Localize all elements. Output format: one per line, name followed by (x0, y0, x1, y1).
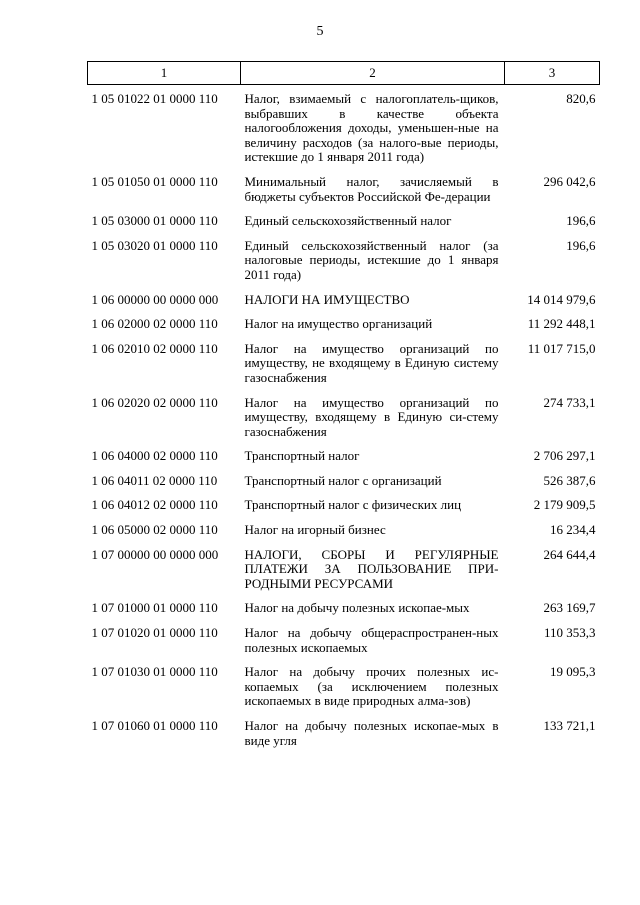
table-row (88, 719, 600, 758)
amount-cell: 133 721,1 (543, 718, 596, 733)
table-row (88, 523, 600, 548)
column-header-value: 3 (505, 62, 600, 85)
table-row (88, 498, 600, 523)
budget-code-cell: 1 07 00000 00 0000 000 (91, 546, 219, 562)
amount-cell: 11 017 715,0 (527, 340, 596, 356)
item-name-cell: Налог на добычу общераспространен-ных полезных ископаемых (244, 625, 499, 655)
amount-cell: 16 234,4 (550, 522, 596, 538)
item-name-cell: Налог на добычу полезных ископае-мых в виде угля (244, 718, 499, 748)
table-row (88, 449, 600, 474)
amount-cell: 19 095,3 (550, 664, 596, 680)
budget-code-cell: 1 07 01060 01 0000 110 (91, 718, 218, 733)
item-name-cell: Транспортный налог с физических лиц (244, 497, 462, 513)
budget-code-cell: 1 05 03020 01 0000 110 (91, 237, 218, 253)
amount-cell: 264 644,4 (543, 546, 596, 562)
table-row (88, 665, 600, 719)
revenue-table (87, 61, 600, 758)
table-row (88, 214, 600, 239)
item-name-cell: Единый сельскохозяйственный налог (за налоговые периоды, истекшие до 1 января 2011 года) (244, 237, 499, 282)
budget-code-cell: 1 06 04000 02 0000 110 (91, 448, 218, 464)
budget-code-cell: 1 06 02000 02 0000 110 (91, 316, 218, 332)
budget-code-cell: 1 06 04012 02 0000 110 (91, 497, 218, 513)
amount-cell: 526 387,6 (543, 472, 596, 488)
budget-code-cell: 1 06 02020 02 0000 110 (91, 394, 218, 410)
item-name-cell: Налог на добычу полезных ископае-мых (244, 600, 470, 616)
budget-code-cell: 1 07 01030 01 0000 110 (91, 664, 218, 680)
budget-code-cell: 1 07 01020 01 0000 110 (91, 625, 218, 641)
table-row (88, 396, 600, 450)
amount-cell: 14 014 979,6 (527, 291, 596, 307)
table-row (88, 626, 600, 665)
column-header-code: 1 (88, 62, 241, 85)
amount-cell: 2 706 297,1 (533, 448, 596, 464)
amount-cell: 196,6 (566, 237, 596, 253)
item-name-cell: Налог на добычу прочих полезных ис-копаемых (за исключением полезных ископаемых в виде природных алма-зов) (244, 664, 499, 709)
budget-code-cell: 1 05 01050 01 0000 110 (91, 173, 218, 189)
budget-code-cell: 1 05 03000 01 0000 110 (91, 213, 218, 229)
item-name-cell: НАЛОГИ, СБОРЫ И РЕГУЛЯРНЫЕ ПЛАТЕЖИ ЗА ПОЛЬЗОВАНИЕ ПРИ-РОДНЫМИ РЕСУРСАМИ (244, 546, 499, 591)
table-row (88, 175, 600, 214)
amount-cell: 274 733,1 (543, 394, 596, 410)
table-row (88, 548, 600, 602)
table-header (88, 62, 600, 93)
table-row (88, 293, 600, 318)
item-name-cell: Налог на имущество организаций по имуществу, входящему в Единую си-стему газоснабжения (244, 394, 499, 439)
budget-code-cell: 1 06 02010 02 0000 110 (91, 340, 218, 356)
column-header-name: 2 (241, 62, 505, 85)
amount-cell: 820,6 (566, 91, 596, 106)
item-name-cell: Транспортный налог с организаций (244, 472, 442, 488)
table-row (88, 601, 600, 626)
amount-cell: 2 179 909,5 (533, 497, 596, 513)
table-row (88, 474, 600, 499)
table-row (88, 342, 600, 396)
table-row (88, 92, 600, 175)
item-name-cell: Налог на имущество организаций (244, 316, 433, 332)
item-name-cell: Налог, взимаемый с налогоплатель-щиков, выбравших в качестве объекта налогообложения доходы, уменьшен-ные на величину расходов (за налого-вые периоды, истекшие до 1 января 2011 года) (244, 91, 499, 165)
item-name-cell: Единый сельскохозяйственный налог (244, 213, 452, 229)
budget-code-cell: 1 07 01000 01 0000 110 (91, 600, 218, 616)
budget-code-cell: 1 06 05000 02 0000 110 (91, 522, 218, 538)
table-row (88, 317, 600, 342)
item-name-cell: Налог на игорный бизнес (244, 522, 386, 538)
amount-cell: 263 169,7 (543, 600, 596, 616)
amount-cell: 196,6 (566, 213, 596, 229)
item-name-cell: Транспортный налог (244, 448, 360, 464)
item-name-cell: Налог на имущество организаций по имуществу, не входящему в Единую систему газоснабжения (244, 340, 499, 385)
amount-cell: 110 353,3 (543, 625, 596, 641)
table-body (88, 92, 600, 758)
amount-cell: 11 292 448,1 (527, 316, 596, 332)
amount-cell: 296 042,6 (543, 173, 596, 189)
item-name-cell: НАЛОГИ НА ИМУЩЕСТВО (244, 291, 410, 307)
budget-code-cell: 1 06 00000 00 0000 000 (91, 291, 219, 307)
item-name-cell: Минимальный налог, зачисляемый в бюджеты субъектов Российской Фе-дерации (244, 173, 499, 204)
page-number: 5 (316, 24, 324, 39)
budget-code-cell: 1 05 01022 01 0000 110 (91, 91, 218, 106)
budget-code-cell: 1 06 04011 02 0000 110 (91, 472, 218, 488)
table-row (88, 239, 600, 293)
